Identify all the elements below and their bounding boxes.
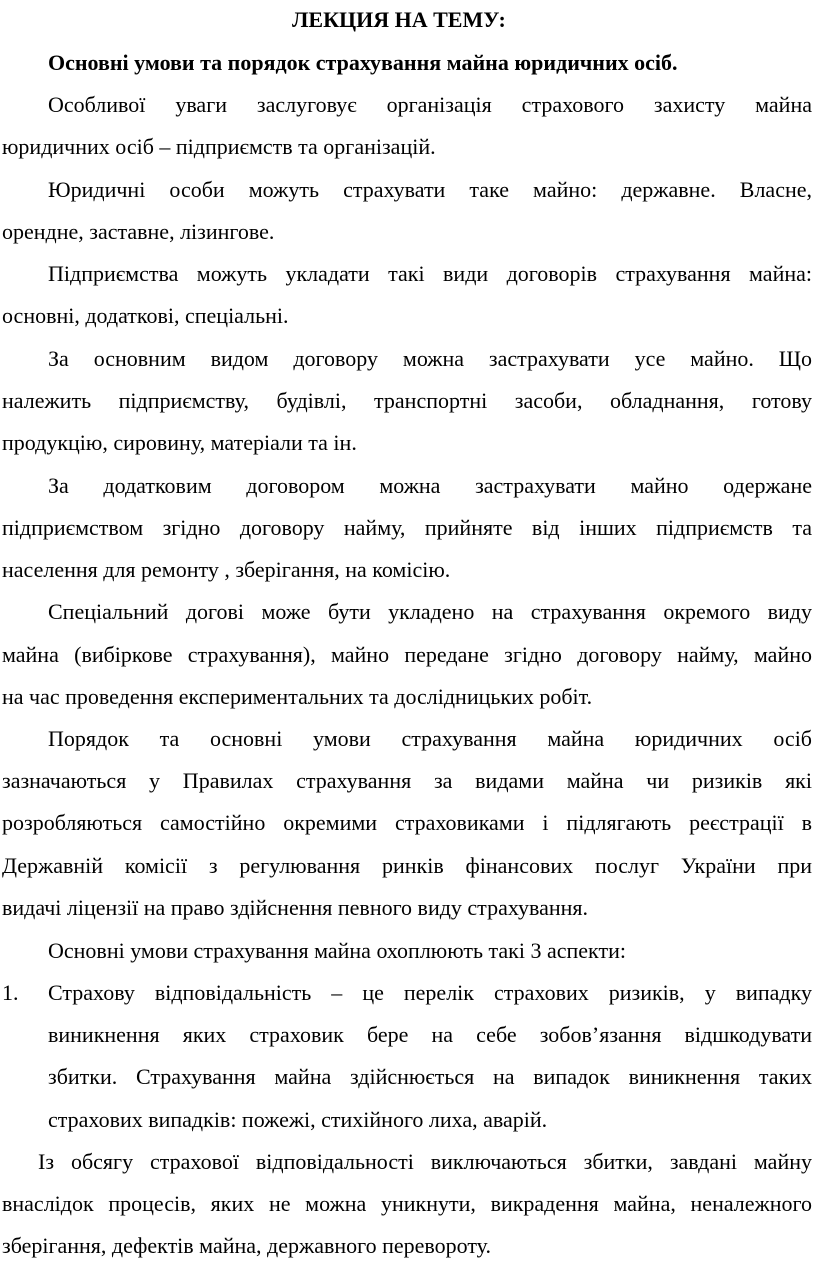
paragraph-line: Із обсягу страхової відповідальності виключаються збитки, завдані майну [38, 1149, 812, 1174]
list-item-line: Страхову відповідальність – це перелік страхових ризиків, у випадку [48, 980, 812, 1005]
list-item-line: страхових випадків: пожежі, стихійного лиха, аварій. [48, 1107, 548, 1132]
paragraph-line: юридичних осіб – підприємств та організацій. [2, 134, 436, 159]
paragraph-line: Порядок та основні умови страхування майна юридичних осіб [48, 726, 812, 751]
paragraph-line: на час проведення експериментальних та дослідницьких робіт. [2, 684, 593, 709]
paragraph-line: Державній комісії з регулювання ринків фінансових послуг України при [2, 853, 812, 878]
paragraph-line: За додатковим договором можна застрахувати майно одержане [48, 473, 812, 498]
paragraph-line: Основні умови страхування майна охоплюють такі 3 аспекти: [48, 938, 626, 963]
paragraph-line: зазначаються у Правилах страхування за видами майна чи ризиків які [2, 768, 812, 793]
list-number: 1. [2, 980, 19, 1005]
paragraph-line: видачі ліцензії на право здійснення певного виду страхування. [2, 895, 589, 920]
paragraph-line: За основним видом договору можна застрахувати усе майно. Що [48, 346, 812, 371]
paragraph-line: продукцію, сировину, матеріали та ін. [2, 430, 357, 455]
paragraph-line: розробляються самостійно окремими страховиками і підлягають реєстрації в [2, 810, 812, 835]
paragraph-line: населення для ремонту , зберігання, на комісію. [2, 557, 451, 582]
paragraph-line: зберігання, дефектів майна, державного перевороту. [2, 1233, 491, 1258]
page-title: ЛЕКЦИЯ НА ТЕМУ: [292, 7, 506, 32]
paragraph-line: Підприємства можуть укладати такі види договорів страхування майна: [48, 261, 812, 286]
paragraph-line: орендне, заставне, лізингове. [2, 219, 275, 244]
paragraph-line: майна (вибіркове страхування), майно передане згідно договору найму, майно [2, 642, 812, 667]
paragraph-line: внаслідок процесів, яких не можна уникнути, викрадення майна, неналежного [2, 1191, 812, 1216]
list-item-line: збитки. Страхування майна здійснюється на випадок виникнення таких [48, 1064, 812, 1089]
lecture-subtitle: Основні умови та порядок страхування майна юридичних осіб. [48, 50, 678, 75]
paragraph-line: Юридичні особи можуть страхувати таке майно: державне. Власне, [48, 177, 812, 202]
paragraph-line: належить підприємству, будівлі, транспортні засоби, обладнання, готову [2, 388, 812, 413]
paragraph-line: Спеціальний догові може бути укладено на страхування окремого виду [48, 599, 812, 624]
paragraph-line: Особливої уваги заслуговує організація страхового захисту майна [48, 92, 812, 117]
list-item-line: виникнення яких страховик бере на себе зобов’язання відшкодувати [48, 1022, 812, 1047]
paragraph-line: основні, додаткові, спеціальні. [2, 303, 289, 328]
paragraph-line: підприємством згідно договору найму, прийняте від інших підприємств та [2, 515, 812, 540]
